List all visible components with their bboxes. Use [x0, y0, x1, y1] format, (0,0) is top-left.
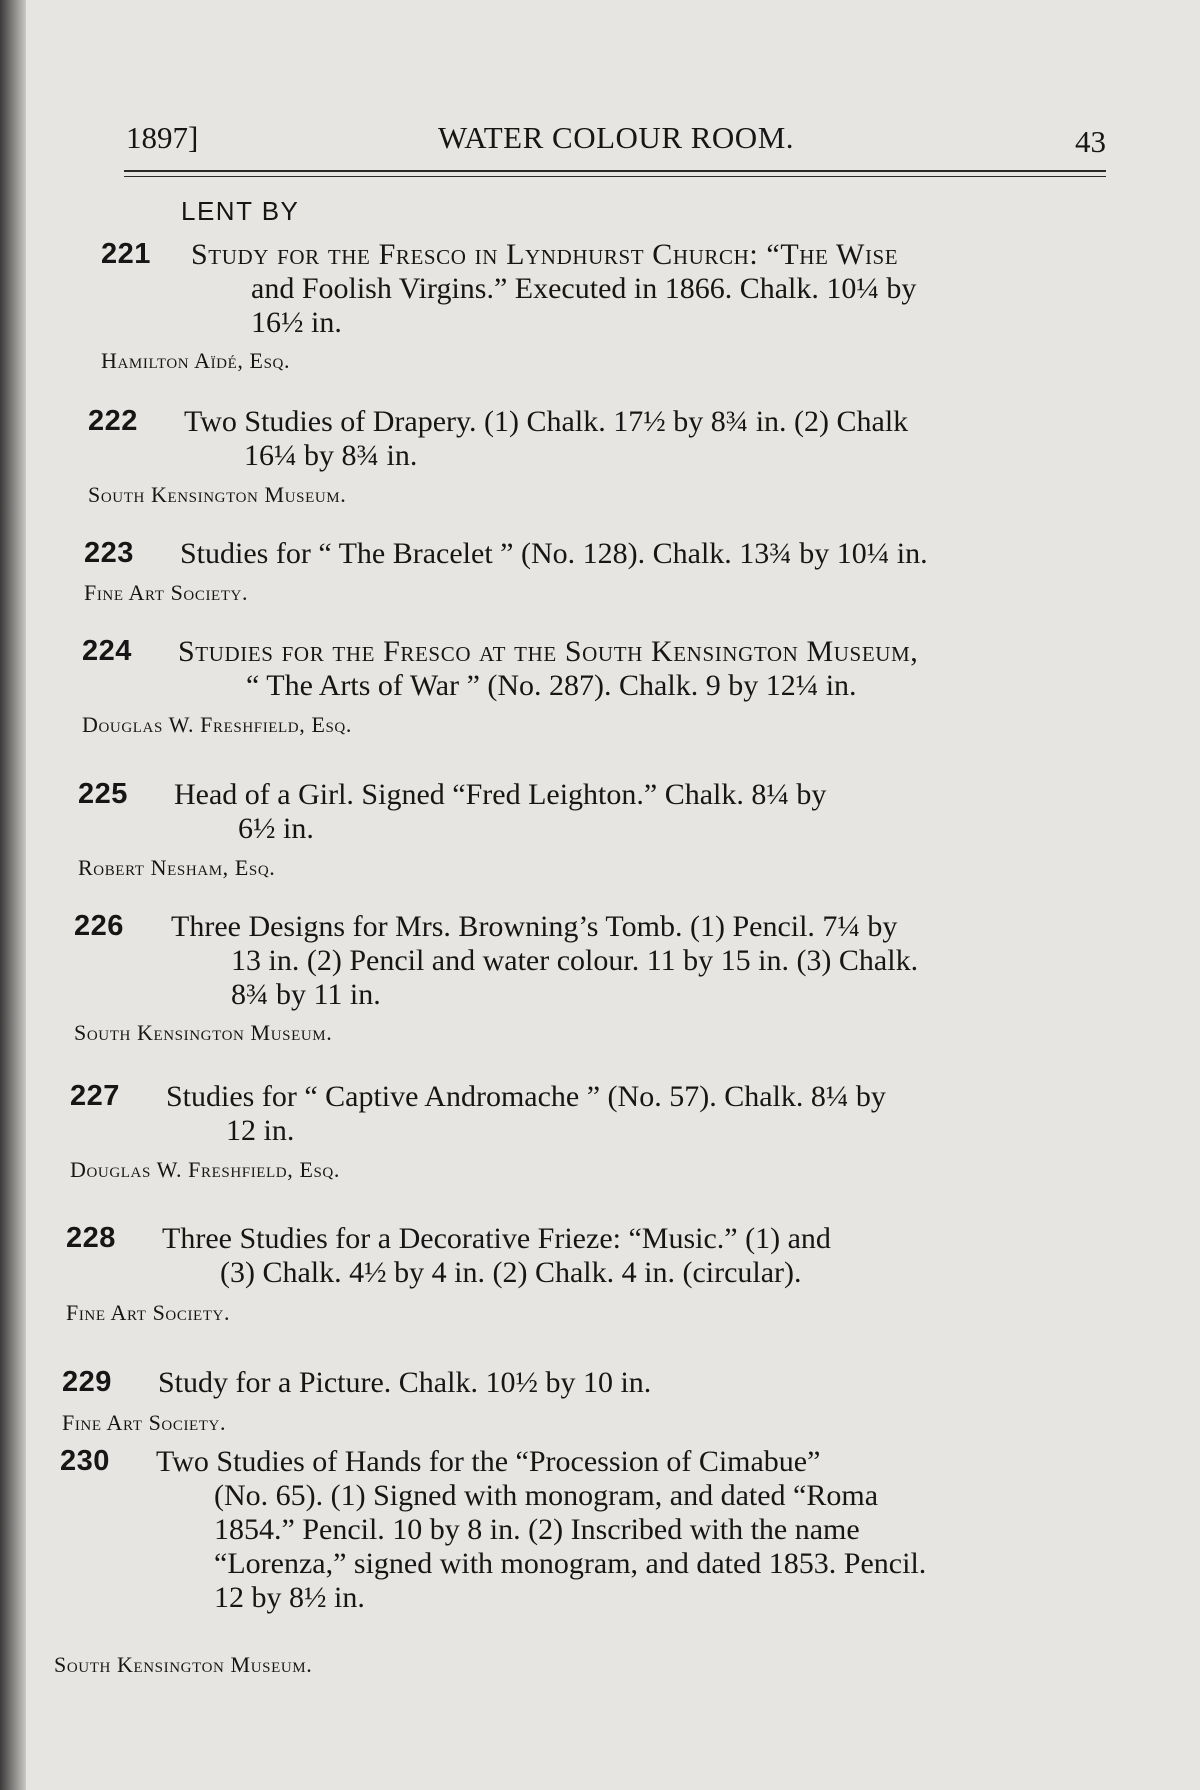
entry-line: Two Studies of Drapery. (1) Chalk. 17½ by 8¾ in. (2) Chalk: [184, 405, 909, 438]
entry-number: 229: [62, 1366, 112, 1398]
entry-description: [174, 778, 826, 846]
lender-name: Fine Art Society.: [62, 1410, 227, 1435]
entry-description: [178, 635, 918, 703]
entry-line: Study for a Picture. Chalk. 10½ by 10 in.: [158, 1366, 652, 1399]
entry-description: [166, 1080, 886, 1148]
entry-description: [180, 537, 928, 571]
lender-name: Robert Nesham, Esq.: [78, 855, 276, 880]
entry-line: 16½ in.: [251, 306, 342, 339]
running-header: [126, 112, 1106, 162]
entry-line: Head of a Girl. Signed “Fred Leighton.” Chalk. 8¼ by: [174, 778, 827, 811]
lent-by-heading: LENT BY: [181, 196, 300, 226]
entry-line: “ The Arts of War ” (No. 287). Chalk. 9 by 12¼ in.: [246, 669, 857, 702]
lender-name: Douglas W. Freshfield, Esq.: [82, 712, 352, 737]
entry-number: 230: [60, 1445, 110, 1477]
entry-line: Three Designs for Mrs. Browning’s Tomb. (1) Pencil. 7¼ by: [171, 910, 898, 943]
lender-name: South Kensington Museum.: [54, 1652, 313, 1677]
entry-description: [171, 910, 918, 1012]
lender-name: South Kensington Museum.: [88, 482, 347, 507]
header-rule-thick: [124, 170, 1106, 172]
entry-line: 6½ in.: [238, 812, 314, 845]
entry-number: 227: [70, 1080, 120, 1112]
entry-line: and Foolish Virgins.” Executed in 1866. Chalk. 10¼ by: [251, 272, 917, 305]
lender-name: Douglas W. Freshfield, Esq.: [70, 1157, 340, 1182]
catalogue-page: [26, 0, 1200, 1790]
entry-line: Studies for “ Captive Andromache ” (No. 57). Chalk. 8¼ by: [166, 1080, 886, 1113]
entry-line: Study for the Fresco in Lyndhurst Church: “The Wise: [191, 238, 899, 271]
entry-line: (3) Chalk. 4½ by 4 in. (2) Chalk. 4 in. (circular).: [220, 1256, 802, 1289]
entry-line: 1854.” Pencil. 10 by 8 in. (2) Inscribed with the name: [214, 1513, 860, 1546]
entry-number: 226: [74, 910, 124, 942]
entry-description: [162, 1222, 831, 1290]
header-rule-thin: [124, 176, 1106, 177]
page-number: 43: [1075, 124, 1106, 159]
entry-number: 228: [66, 1222, 116, 1254]
entry-line: 12 by 8½ in.: [214, 1581, 365, 1614]
entry-line: 16¼ by 8¾ in.: [244, 439, 418, 472]
entry-number: 222: [88, 405, 138, 437]
book-spine-shadow: [0, 0, 26, 1790]
lender-name: Fine Art Society.: [84, 580, 249, 605]
entry-number: 224: [82, 635, 132, 667]
page-title: WATER COLOUR ROOM.: [437, 120, 795, 155]
entry-description: [191, 238, 916, 340]
lender-name: Hamilton Aïdé, Esq.: [101, 348, 291, 373]
entry-line: 13 in. (2) Pencil and water colour. 11 by 15 in. (3) Chalk.: [231, 944, 919, 977]
entry-number: 223: [84, 537, 134, 569]
entry-line: 12 in.: [226, 1114, 295, 1147]
entry-line: Three Studies for a Decorative Frieze: “Music.” (1) and: [162, 1222, 831, 1255]
entry-line: Two Studies of Hands for the “Procession of Cimabue”: [156, 1445, 821, 1478]
entry-description: [156, 1445, 926, 1615]
entry-description: [184, 405, 908, 473]
lender-name: South Kensington Museum.: [74, 1020, 333, 1045]
header-year: 1897]: [126, 120, 199, 155]
entry-description: [158, 1366, 651, 1400]
entry-line: Studies for “ The Bracelet ” (No. 128). Chalk. 13¾ by 10¼ in.: [180, 537, 928, 570]
entry-line: (No. 65). (1) Signed with monogram, and dated “Roma: [214, 1479, 879, 1512]
entry-number: 225: [78, 778, 128, 810]
entry-line: 8¾ by 11 in.: [231, 978, 381, 1011]
entry-line: Studies for the Fresco at the South Kensington Museum,: [178, 635, 919, 668]
entry-number: 221: [101, 238, 151, 270]
lender-name: Fine Art Society.: [66, 1300, 231, 1325]
entry-line: “Lorenza,” signed with monogram, and dated 1853. Pencil.: [214, 1547, 927, 1580]
